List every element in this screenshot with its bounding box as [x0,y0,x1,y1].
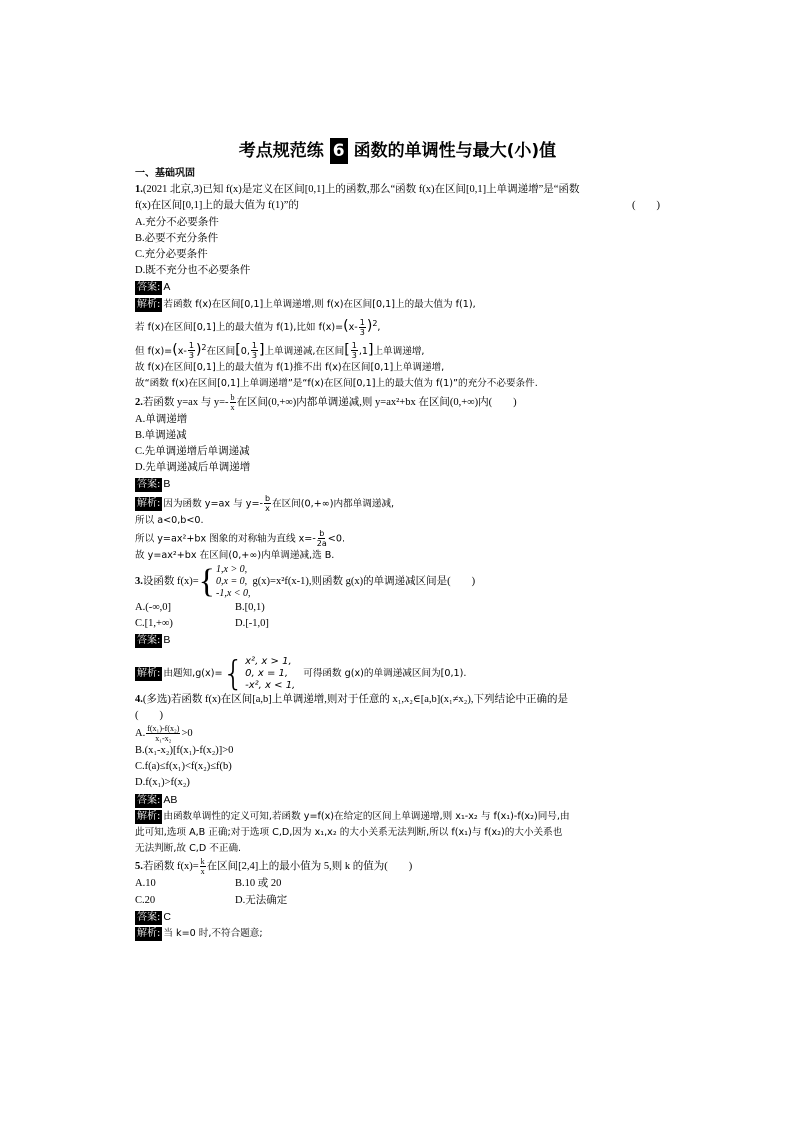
answer-line: 答案: B [137,634,171,647]
option-d: D.f(x₁)>f(x₂) [135,777,190,789]
answer-line: 答案: C [137,910,171,923]
question-5: 5.若函数 f(x)= $\frac{k}{x}$ 在区间[2,4]上的最小值为 5,则 k 的值为( ) A.10 B.10 或 20 C.20 D.无法确定 答案: C 解析: 当 k=0 时,不符合题意; [135,857,660,942]
explain-tag: 解析: [137,667,161,679]
answer-tag: 答案: [137,479,161,491]
practice-number-badge: 6 [330,138,348,164]
fraction: $\frac{b}{x}$ [230,392,235,412]
answer-tag: 答案: [137,794,161,806]
document-page [135,138,660,942]
option-b: B.必要不充分条件 [135,232,219,244]
fraction: $\frac{b}{2a}$ [316,528,327,548]
answer-line: 答案: A [137,281,171,294]
fraction: $\frac{1}{3}$ [251,341,257,361]
option-d: D.先单调递减后单调递增 [135,462,251,474]
option-b: B.单调递减 [135,429,187,441]
option-c: C.充分必要条件 [135,249,208,261]
brace-icon: { [198,563,215,601]
option-a: A.单调递增 [135,413,188,425]
option-c: C.先单调递增后单调递减 [135,446,250,458]
answer-blank: ( ) [632,200,660,212]
piecewise-cases: 1,x > 0, 0,x = 0, -1,x < 0, [216,564,251,600]
explanation: 解析: 由函数单调性的定义可知,若函数 y=f(x)在给定的区间上单调递增,则 x₁-x₂ 与 f(x₁)-f(x₂)同号,由 此可知,选项 A,B 正确;对于选项 C,D,因为 x₁,x₂ 的大小关系无法判断,所以 f(x₁)与 f(x₂)的大小关系也 无法判断,故 C,D 不正确. [135,810,570,855]
option-c: C.20 [135,894,156,906]
brace-icon: { [222,653,245,694]
explain-tag: 解析: [137,298,161,310]
answer-tag: 答案: [137,635,161,647]
option-c: C.f(a)≤f(x₁)<f(x₂)≤f(b) [135,761,232,773]
explanation: 解析: 由题知,g(x)= { x², x > 1, 0, x = 1, -x², x < 1, 可得函数 g(x)的单调递减区间为[0,1). [137,653,467,694]
answer-tag: 答案: [137,911,161,923]
option-d: D.无法确定 [235,894,288,906]
question-1: 1.(2021 北京,3)已知 f(x)是定义在区间[0,1]上的函数,那么“函数 f(x)在区间[0,1]上单调递增”是“函数 f(x)在区间[0,1]上的最大值为 f(1)”的 ( ) A.充分不必要条件 B.必要不充分条件 C.充分必要条件 D.既不充分也不必要条件 答案: A 解析: 若函数 f(x)在区间[0,1]上单调递增,则 f(x)在区间[0,1]上的最大值为 f(1), 若 f(x)在区间[0,1]上的最大值为 f(1),比如 f(x)=(x- $\frac{1}{3}$ )$^2$, 但 f(x)=(x- $\frac{1}{3}$ )$^2$在区间[0, $\frac{1}{3}$ ]上单调递减,在区间[ $\frac{1}{3}$ ,1]上单调递增, 故 f(x)在区间[0,1]上的最大值为 f(1)推不出 f(x)在区间[0,1]上单调递增, 故“函数 f(x)在区间[0,1]上单调递增”是“f(x)在区间[0,1]上的最大值为 f(1)”的充分不必要条件. [135,182,660,392]
option-d: D.既不充分也不必要条件 [135,265,251,277]
piecewise-cases: x², x > 1, 0, x = 1, -x², x < 1, [245,655,296,691]
fraction: $\frac{b}{x}$ [264,493,271,513]
option-a: A.充分不必要条件 [135,216,219,228]
option-b: B.10 或 20 [235,878,282,890]
explain-tag: 解析: [137,810,161,822]
question-3: 3. 设函数 f(x)= { 1,x > 0, 0,x = 0, -1,x < 0, g(x)=x²f(x-1),则函数 g(x)的单调递减区间是( ) A.(-∞,0] B.[0,1) C.[1,+∞) D.[-1,0] 答案: B 解析: 由题知,g(x)= { x², x > 1, 0, x = 1, -x², x < 1, 可得函数 g(x)的单调递减区间为[0,1). [135,564,660,692]
question-4: 4.(多选)若函数 f(x)在区间[a,b]上单调递增,则对于任意的 x₁,x₂∈[a,b](x₁≠x₂),下列结论中正确的是 ( ) A. $\frac{\text{f(x₁)-f(x₂)}}{\text{x₁-x₂}}$ >0 B.(x₁-x₂)[f(x₁)-f(x₂)]>0 C.f(a)≤f(x₁)<f(x₂)≤f(b) D.f(x₁)>f(x₂) 答案: AB 解析: 由函数单调性的定义可知,若函数 y=f(x)在给定的区间上单调递增,则 x₁-x₂ 与 f(x₁)-f(x₂)同号,由 此可知,选项 A,B 正确;对于选项 C,D,因为 x₁,x₂ 的大小关系无法判断,所以 f(x₁)与 f(x₂)的大小关系也 无法判断,故 C,D 不正确. [135,692,660,858]
option-b: B.(x₁-x₂)[f(x₁)-f(x₂)]>0 [135,745,234,757]
option-a: A. $\frac{\text{f(x₁)-f(x₂)}}{\text{x₁-x₂}}$ >0 [135,724,193,744]
explain-tag: 解析: [137,928,161,940]
fraction: $\frac{1}{3}$ [359,317,365,337]
answer-line: 答案: AB [137,793,178,806]
option-c: C.[1,+∞) [135,618,173,630]
option-a: A.10 [135,878,156,890]
explanation: 解析: 当 k=0 时,不符合题意; [137,928,263,940]
option-d: D.[-1,0] [235,618,269,630]
fraction: $\frac{1}{3}$ [188,341,194,361]
option-a: A.(-∞,0] [135,602,172,614]
explanation: 解析: 若函数 f(x)在区间[0,1]上单调递增,则 f(x)在区间[0,1]上的最大值为 f(1), 若 f(x)在区间[0,1]上的最大值为 f(1),比如 f(x)=(x- $\frac{1}{3}$ )$^2$, 但 f(x)=(x- $\frac{1}{3}$ )$^2$在区间[0, $\frac{1}{3}$ ]上单调递减,在区间[ $\frac{1}{3}$ ,1]上单调递增, 故 f(x)在区间[0,1]上的最大值为 f(1)推不出 f(x)在区间[0,1]上单调递增, 故“函数 f(x)在区间[0,1]上单调递增”是“f(x)在区间[0,1]上的最大值为 f(1)”的充分不必要条件. [135,298,538,390]
fraction: $\frac{1}{3}$ [351,341,357,361]
explanation: 解析: 因为函数 y=ax 与 y=- $\frac{b}{x}$ 在区间(0,+∞)内都单调递减, 所以 a<0,b<0. 所以 y=ax²+bx 图象的对称轴为直线 x=- $\frac{b}{2a}$ <0. 故 y=ax²+bx 在区间(0,+∞)内单调递减,选 B. [135,493,395,561]
question-2: 2.若函数 y=ax 与 y=- $\frac{b}{x}$ 在区间(0,+∞)内都单调递减,则 y=ax²+bx 在区间(0,+∞)内( ) A.单调递增 B.单调递减 C.先单调递增后单调递减 D.先单调递减后单调递增 答案: B 解析: 因为函数 y=ax 与 y=- $\frac{b}{x}$ 在区间(0,+∞)内都单调递减, 所以 a<0,b<0. 所以 y=ax²+bx 图象的对称轴为直线 x=- $\frac{b}{2a}$ <0. 故 y=ax²+bx 在区间(0,+∞)内单调递减,选 B. [135,393,660,564]
fraction: $\frac{\text{f(x₁)-f(x₂)}}{\text{x₁-x₂}}$ [147,724,180,744]
explain-tag: 解析: [137,498,161,510]
option-b: B.[0,1) [235,602,265,614]
answer-tag: 答案: [137,282,161,294]
page-title: 考点规范练 6 函数的单调性与最大(小)值 [135,138,660,164]
section-heading: 一、基础巩固 [135,168,195,179]
answer-line: 答案: B [137,478,171,491]
fraction: $\frac{k}{x}$ [200,857,205,877]
